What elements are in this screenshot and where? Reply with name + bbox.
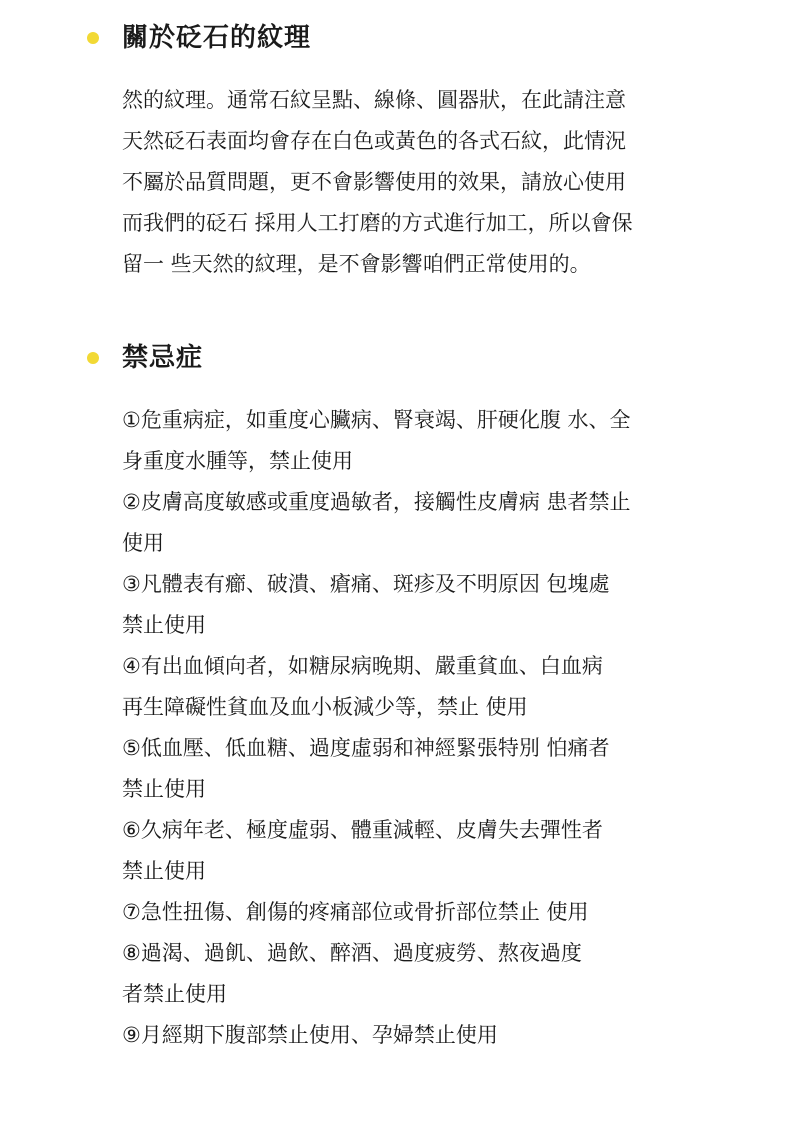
contraindication-line: ⑥久病年老、極度虛弱、體重減輕、皮膚失去彈性者 xyxy=(122,818,603,842)
texture-line: 天然砭石表面均會存在白色或黃色的各式石紋，此情況 xyxy=(122,129,626,153)
contraindication-line: ⑤低血壓、低血糖、過度虛弱和神經緊張特別 怕痛者 xyxy=(122,736,610,760)
texture-heading-text: 關於砭石的紋理 xyxy=(122,23,312,53)
texture-line: 留一 些天然的紋理，是不會影響咱們正常使用的。 xyxy=(122,252,591,276)
contraindication-line: ①危重病症，如重度心臟病、腎衰竭、肝硬化腹 水、全 xyxy=(122,408,631,432)
bullet-dot-icon xyxy=(87,352,99,364)
contraindication-line: ⑨月經期下腹部禁止使用、孕婦禁止使用 xyxy=(122,1023,498,1047)
bullet-dot-icon xyxy=(87,32,99,44)
texture-heading xyxy=(0,18,800,58)
texture-section xyxy=(0,18,800,276)
texture-paragraph xyxy=(122,80,633,285)
contraindication-line: 身重度水腫等，禁止使用 xyxy=(122,449,353,473)
texture-line: 然的紋理。通常石紋呈點、線條、圓器狀，在此請注意 xyxy=(122,88,626,112)
contraindication-line: ⑧過渴、過飢、過飲、醉酒、過度疲勞、熬夜過度 xyxy=(122,941,582,965)
texture-line: 而我們的砭石 採用人工打磨的方式進行加工，所以會保 xyxy=(122,211,633,235)
contraindication-line: 使用 xyxy=(122,531,164,555)
contraindication-line: ②皮膚高度敏感或重度過敏者，接觸性皮膚病 患者禁止 xyxy=(122,490,631,514)
contraindication-line: ⑦急性扭傷、創傷的疼痛部位或骨折部位禁止 使用 xyxy=(122,900,589,924)
contraindications-list xyxy=(122,400,631,1056)
contraindication-line: 禁止使用 xyxy=(122,613,206,637)
contraindication-line: 禁止使用 xyxy=(122,777,206,801)
contraindication-line: 禁止使用 xyxy=(122,859,206,883)
contraindication-line: ④有出血傾向者，如糖尿病晚期、嚴重貧血、白血病 xyxy=(122,654,603,678)
contraindication-line: 者禁止使用 xyxy=(122,982,227,1006)
contraindications-section xyxy=(0,338,800,1047)
contraindications-heading xyxy=(0,338,800,378)
contraindication-line: ③凡體表有癤、破潰、瘡痛、斑疹及不明原因 包塊處 xyxy=(122,572,610,596)
texture-line: 不屬於品質問題，更不會影響使用的效果，請放心使用 xyxy=(122,170,626,194)
contraindication-line: 再生障礙性貧血及血小板減少等，禁止 使用 xyxy=(122,695,528,719)
contraindications-heading-text: 禁忌症 xyxy=(122,343,204,373)
